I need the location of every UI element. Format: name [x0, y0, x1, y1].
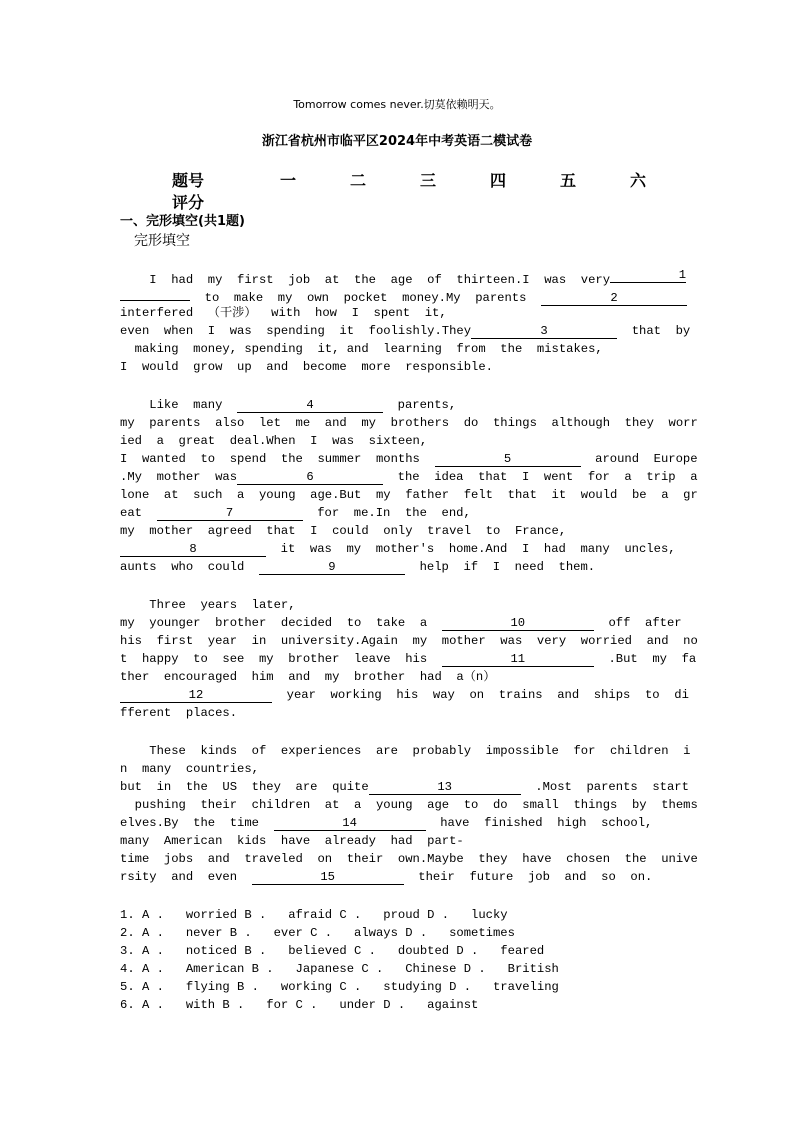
passage-line: .My mother was 6 the idea that I went for a trip a	[120, 470, 698, 484]
blank-6[interactable]: 6	[237, 470, 383, 485]
passage-line: his first year in university.Again my mother was very worried and no	[120, 634, 698, 648]
option-row-2[interactable]: 2. A . never B . ever C . always D . sometimes	[120, 926, 515, 940]
passage-line: I would grow up and become more responsible.	[120, 360, 493, 374]
blank-11[interactable]: 11	[442, 652, 594, 667]
blank-9[interactable]: 9	[259, 560, 405, 575]
option-row-1[interactable]: 1. A . worried B . afraid C . proud D . lucky	[120, 908, 508, 922]
option-row-3[interactable]: 3. A . noticed B . believed C . doubted D . feared	[120, 944, 545, 958]
passage-line: I wanted to spend the summer months 5 around Europe	[120, 452, 698, 466]
score-col-4: 四	[490, 171, 507, 190]
score-col-1: 一	[280, 171, 297, 190]
passage-line: making money, spending it, and learning from the mistakes,	[120, 342, 603, 356]
passage-line: 8 it was my mother's home.And I had many uncles,	[120, 540, 676, 558]
blank-5[interactable]: 5	[435, 452, 581, 467]
passage-line: ther encouraged him and my brother had a（n）	[120, 670, 496, 684]
score-col-2: 二	[350, 171, 367, 190]
blank-14[interactable]: 14	[274, 816, 426, 831]
passage-line: my mother agreed that I could only travel to France,	[120, 524, 567, 538]
blank-10[interactable]: 10	[442, 616, 594, 631]
passage-line: eat 7 for me.In the end,	[120, 506, 471, 520]
passage-line: but in the US they are quite 13 .Most parents start	[120, 780, 689, 794]
passage-line: 12 year working his way on trains and ships to di	[120, 686, 689, 704]
passage-line: n many countries,	[120, 762, 259, 776]
score-col-6: 六	[630, 171, 647, 190]
passage-line: aunts who could 9 help if I need them.	[120, 560, 596, 574]
passage-line: pushing their children at a young age to do small things by thems	[120, 798, 698, 812]
passage-line: my younger brother decided to take a 10 off after	[120, 616, 682, 630]
passage-line: I had my first job at the age of thirteen.I was very 1	[120, 268, 687, 287]
passage-line: Three years later,	[120, 598, 296, 612]
score-col-5: 五	[560, 171, 577, 190]
passage-line: fferent places.	[120, 706, 238, 720]
exam-title: 浙江省杭州市临平区2024年中考英语二模试卷	[261, 134, 533, 149]
passage-line: These kinds of experiences are probably impossible for children i	[120, 744, 691, 758]
passage-line: my parents also let me and my brothers do things although they worr	[120, 416, 698, 430]
passage-line: many American kids have already had part-	[120, 834, 464, 848]
passage-line: elves.By the time 14 have finished high school,	[120, 816, 653, 830]
blank-12[interactable]: 12	[120, 688, 272, 703]
passage-line: Like many 4 parents,	[120, 398, 457, 412]
blank-3[interactable]: 3	[471, 324, 617, 339]
passage-line: even when I was spending it foolishly.They 3 that by	[120, 324, 691, 338]
passage-line: time jobs and traveled on their own.Maybe they have chosen the unive	[120, 852, 698, 866]
passage-line: t happy to see my brother leave his 11 .But my fa	[120, 652, 697, 666]
score-row-label: 题号	[172, 171, 205, 190]
option-row-6[interactable]: 6. A . with B . for C . under D . against	[120, 998, 479, 1012]
section-subheading: 完形填空	[134, 233, 190, 249]
passage-line: ied a great deal.When I was sixteen,	[120, 434, 428, 448]
score-label: 评分	[172, 193, 205, 212]
blank-13[interactable]: 13	[369, 780, 521, 795]
blank-1[interactable]: 1	[610, 268, 686, 283]
passage-line: rsity and even 15 their future job and so on.	[120, 870, 653, 884]
blank-4[interactable]: 4	[237, 398, 383, 413]
blank-15[interactable]: 15	[252, 870, 404, 885]
motto: Tomorrow comes never.切莫依赖明天。	[293, 98, 501, 111]
option-row-4[interactable]: 4. A . American B . Japanese C . Chinese D . British	[120, 962, 559, 976]
blank-8[interactable]: 8	[120, 542, 266, 557]
passage-line: interfered （干涉） with how I spent it,	[120, 306, 447, 320]
option-row-5[interactable]: 5. A . flying B . working C . studying D . traveling	[120, 980, 559, 994]
blank-1-cont[interactable]	[120, 286, 190, 301]
blank-7[interactable]: 7	[157, 506, 303, 521]
blank-2[interactable]: 2	[541, 291, 687, 306]
passage-line: lone at such a young age.But my father felt that it would be a gr	[120, 488, 698, 502]
section-heading: 一、完形填空(共1题)	[120, 214, 245, 229]
passage-line: to make my own pocket money.My parents 2	[120, 286, 687, 307]
score-col-3: 三	[420, 171, 437, 190]
